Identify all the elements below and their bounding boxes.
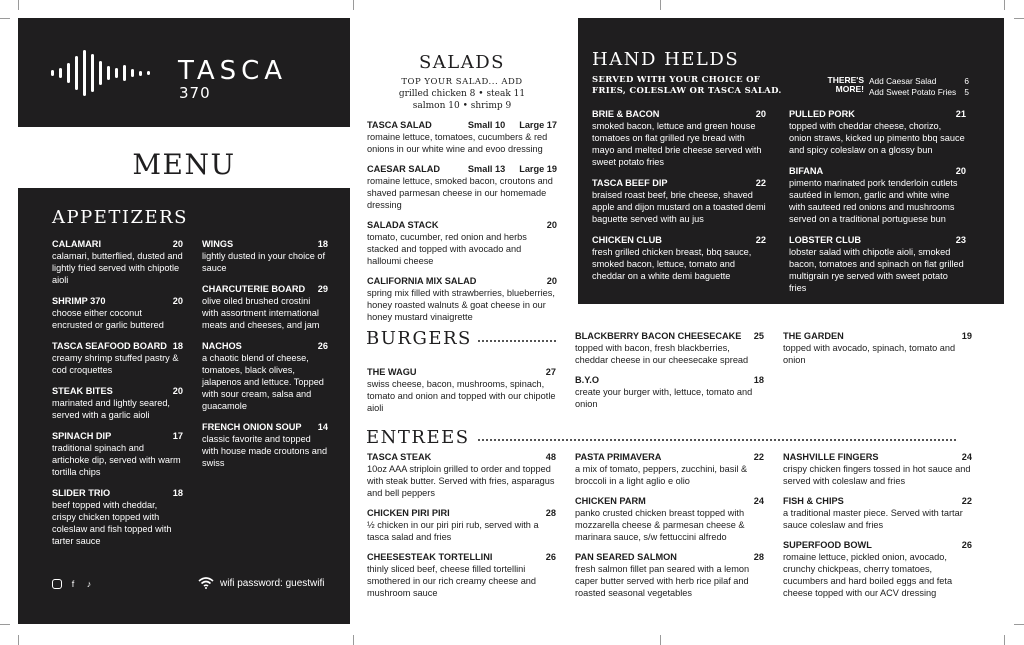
menu-item (52, 430, 183, 478)
item-name: SUPERFOOD BOWL (783, 540, 872, 550)
menu-item (202, 421, 328, 469)
menu-item (789, 108, 966, 156)
soundwave-logo-icon (51, 50, 161, 96)
burger-item (783, 330, 972, 366)
menu-item (575, 330, 764, 366)
item-description: ½ chicken in our piri piri rub, served with a tasca salad and fries (367, 520, 539, 542)
more-addons (869, 76, 969, 98)
item-description: thinly sliced beef, cheese filled tortellini smothered in our rich creamy cheese and mushroom sauce (367, 564, 537, 598)
item-name: TASCA SEAFOOD BOARD (52, 341, 167, 351)
item-price: 22 (753, 452, 764, 462)
item-price: 20 (546, 220, 557, 230)
crop-mark (18, 0, 19, 10)
item-name: TASCA SALAD (367, 120, 432, 130)
salads-list (367, 119, 557, 331)
menu-item (575, 451, 764, 487)
item-price: 28 (753, 552, 764, 562)
item-description: calamari, butterflied, dusted and lightly fried served with chipotle aioli (52, 251, 183, 285)
entrees-heading: ENTREES (366, 427, 470, 448)
item-price: 26 (961, 540, 972, 550)
item-price: 20 (172, 239, 183, 249)
item-price: 17 (172, 431, 183, 441)
item-price: 26 (317, 341, 328, 351)
menu-item (592, 234, 766, 282)
item-price: 22 (961, 496, 972, 506)
item-price: 20 (172, 296, 183, 306)
item-description: olive oiled brushed crostini with assortment international meats and cheeses, and jam (202, 296, 320, 330)
salad-addons-title: TOP YOUR SALAD... ADD (401, 77, 523, 87)
menu-item (202, 283, 328, 331)
item-description: romaine lettuce, smoked bacon, croutons and shaved parmesan cheese in our homemade dressing (367, 176, 553, 210)
item-name: BIFANA (789, 166, 824, 176)
item-description: choose either coconut encrusted or garlic buttered (52, 308, 164, 330)
item-description: tomato, cucumber, red onion and herbs stacked and topped with avocado and halloumi cheese (367, 232, 527, 266)
item-price-small: Small 10 (467, 120, 506, 130)
more-label: THERE'S MORE! (827, 75, 864, 94)
item-price: 20 (546, 276, 557, 286)
item-name: STEAK BITES (52, 386, 113, 396)
tiktok-icon[interactable]: ♪ (86, 579, 92, 589)
item-name: FRENCH ONION SOUP (202, 422, 302, 432)
salads-heading: SALADS (418, 52, 506, 73)
item-description: a mix of tomato, peppers, zucchini, basil & broccoli in a light aglio e olio (575, 464, 748, 486)
menu-item (52, 487, 183, 547)
brand-name: TASCA (178, 56, 288, 86)
menu-item (52, 340, 183, 376)
crop-mark (0, 624, 10, 625)
appetizers-panel (18, 188, 350, 624)
menu-item (575, 495, 764, 543)
menu-item (52, 385, 183, 421)
addon-price: 5 (964, 87, 969, 97)
crop-mark (18, 635, 19, 645)
item-price-large: Large 19 (519, 164, 557, 174)
item-price: 20 (955, 166, 966, 176)
crop-mark (1004, 0, 1005, 10)
item-description: traditional spinach and artichoke dip, served with warm tortilla chips (52, 443, 181, 477)
crop-mark (1004, 635, 1005, 645)
item-name: THE WAGU (367, 367, 417, 377)
item-description: beef topped with cheddar, crispy chicken topped with coleslaw and fish topped with tarter sauce (52, 500, 172, 546)
burger-item (367, 366, 556, 414)
item-description: fresh salmon fillet pan seared with a lemon caper butter served with herb rice pilaf and roasted seasonal vegetables (575, 564, 750, 598)
menu-item (592, 177, 766, 225)
menu-item (367, 551, 556, 599)
entrees-column-2 (575, 451, 764, 607)
item-description: creamy shrimp stuffed pastry & cod croquettes (52, 353, 179, 375)
menu-item (575, 551, 764, 599)
menu-item (367, 451, 556, 499)
addon-label: Add Caesar Salad (869, 76, 937, 86)
item-description: smoked bacon, lettuce and green house tomatoes on flat grilled rye bread with mayo and melted brie cheese served with sweet potato fries (592, 121, 762, 167)
social-links (52, 579, 94, 589)
addon-label: Add Sweet Potato Fries (869, 87, 957, 97)
salad-addons-line: grilled chicken 8 • steak 11 (398, 89, 526, 99)
item-price: 20 (172, 386, 183, 396)
item-name: CALIFORNIA MIX SALAD (367, 276, 477, 286)
item-description: lobster salad with chipotle aioli, smoked bacon, tomatoes and spinach on flat grilled multigrain rye served with sweet potato fries (789, 247, 964, 293)
item-price: 21 (955, 109, 966, 119)
handhelds-column-2 (789, 108, 966, 303)
item-price: 29 (317, 284, 328, 294)
item-name: WINGS (202, 239, 234, 249)
item-description: marinated and lightly seared, served with a garlic aioli (52, 398, 170, 420)
item-price: 28 (545, 508, 556, 518)
handhelds-column-1 (592, 108, 766, 291)
item-name: PASTA PRIMAVERA (575, 452, 662, 462)
handhelds-heading: HAND HELDS (592, 49, 740, 70)
item-name: CHICKEN PIRI PIRI (367, 508, 450, 518)
item-name: THE GARDEN (783, 331, 844, 341)
menu-item (789, 165, 966, 225)
burger-item (575, 330, 764, 418)
item-description: topped with bacon, fresh blackberries, cheddar cheese in our cheesecake spread (575, 343, 749, 365)
item-description: topped with avocado, spinach, tomato and onion (783, 343, 956, 365)
item-name: CHEESESTEAK TORTELLINI (367, 552, 493, 562)
item-price: 18 (317, 239, 328, 249)
addon-price: 6 (964, 76, 969, 86)
salad-addons-line: salmon 10 • shrimp 9 (412, 101, 512, 111)
item-description: a chaotic blend of cheese, tomatoes, black olives, jalapenos and lettuce. Topped with sour cream, salsa and guacamole (202, 353, 324, 411)
item-description: topped with cheddar cheese, chorizo, onion straws, kicked up pimento bbq sauce and spicy coleslaw on a glossy bun (789, 121, 965, 155)
item-name: CALAMARI (52, 239, 101, 249)
appetizers-heading: APPETIZERS (52, 207, 189, 228)
wifi-info (198, 577, 324, 589)
item-price: 18 (753, 375, 764, 385)
item-price: 19 (961, 331, 972, 341)
crop-mark (1014, 624, 1024, 625)
menu-item (789, 234, 966, 294)
item-description: swiss cheese, bacon, mushrooms, spinach, tomato and onion and topped with our chipotle aioli (367, 379, 556, 413)
fold-mark (353, 635, 354, 645)
facebook-icon[interactable]: f (71, 579, 75, 589)
item-name: LOBSTER CLUB (789, 235, 861, 245)
menu-item (202, 238, 328, 274)
item-description: crispy chicken fingers tossed in hot sauce and served with coleslaw and fries (783, 464, 971, 486)
item-description: pimento marinated pork tenderloin cutlets sautéed in lemon, garlic and white wine with sauteed red onions and mushrooms served on a traditional portuguese bun (789, 178, 958, 224)
menu-item (52, 238, 183, 286)
item-price: 25 (753, 331, 764, 341)
fold-mark (353, 0, 354, 10)
wifi-password: wifi password: guestwifi (220, 577, 325, 589)
menu-item (367, 219, 557, 267)
handhelds-note: SERVED WITH YOUR CHOICE OF FRIES, COLESLAW OR TASCA SALAD. (592, 75, 782, 96)
item-name: BLACKBERRY BACON CHEESECAKE (575, 331, 742, 341)
item-name: SALADA STACK (367, 220, 439, 230)
item-name: CHICKEN PARM (575, 496, 646, 506)
item-name: CAESAR SALAD (367, 164, 440, 174)
item-name: PAN SEARED SALMON (575, 552, 677, 562)
item-description: romaine lettuce, pickled onion, avocado, crunchy chickpeas, cherry tomatoes, cucumbers and hard boiled eggs and feta cheese topped with our ACV dressing (783, 552, 953, 598)
wifi-icon (198, 577, 214, 589)
menu-item (52, 295, 183, 331)
menu-item (783, 539, 972, 599)
menu-item (783, 495, 972, 531)
item-price-large: Large 17 (519, 120, 557, 130)
item-description: fresh grilled chicken breast, bbq sauce, smoked bacon, lettuce, tomato and cheddar on a white demi baguette (592, 247, 752, 281)
brand-number: 370 (179, 84, 211, 102)
salad-addons (366, 76, 558, 112)
item-name: CHARCUTERIE BOARD (202, 284, 306, 294)
fold-mark (660, 635, 661, 645)
item-name: TASCA STEAK (367, 452, 432, 462)
item-name: TASCA BEEF DIP (592, 178, 668, 188)
item-name: SPINACH DIP (52, 431, 112, 441)
item-price: 27 (545, 367, 556, 377)
item-description: 10oz AAA striploin grilled to order and topped with steak butter. Served with fries, asparagus and bell peppers (367, 464, 555, 498)
item-price: 26 (545, 552, 556, 562)
item-name: B.Y.O (575, 375, 599, 385)
item-price: 22 (755, 235, 766, 245)
item-price: 20 (755, 109, 766, 119)
section-dots (478, 439, 956, 441)
item-name: NACHOS (202, 341, 242, 351)
item-name: NASHVILLE FINGERS (783, 452, 879, 462)
section-dots (478, 340, 556, 342)
logo-panel (18, 18, 350, 127)
item-name: CHICKEN CLUB (592, 235, 662, 245)
item-description: spring mix filled with strawberries, blueberries, honey roasted walnuts & goat cheese in our honey mustard vinaigrette (367, 288, 555, 322)
item-price: 22 (755, 178, 766, 188)
item-description: lightly dusted in your choice of sauce (202, 251, 326, 273)
item-description: romaine lettuce, tomatoes, cucumbers & red onions in our white wine and evoo dressing (367, 132, 548, 154)
menu-item (592, 108, 766, 168)
instagram-icon[interactable] (52, 579, 62, 589)
item-price: 23 (955, 235, 966, 245)
item-price: 18 (172, 488, 183, 498)
menu-item (202, 340, 328, 412)
item-name: SHRIMP 370 (52, 296, 106, 306)
item-name: BRIE & BACON (592, 109, 660, 119)
appetizers-column-1 (52, 238, 183, 555)
menu-item (367, 119, 557, 155)
entrees-column-3 (783, 451, 972, 607)
menu-title: MENU (132, 148, 236, 181)
burgers-heading: BURGERS (366, 328, 472, 349)
handhelds-panel (578, 18, 1004, 304)
crop-mark (1014, 18, 1024, 19)
menu-item (367, 275, 557, 323)
item-price-small: Small 13 (467, 164, 506, 174)
fold-mark (660, 0, 661, 10)
item-description: create your burger with, lettuce, tomato and onion (575, 387, 753, 409)
menu-item (367, 507, 556, 543)
entrees-column-1 (367, 451, 556, 607)
item-description: classic favorite and topped with house made croutons and swiss (202, 434, 328, 468)
item-price: 24 (961, 452, 972, 462)
item-description: braised roast beef, brie cheese, shaved apple and dijon mustard on a toasted demi baguette served with au jus (592, 190, 766, 224)
item-name: SLIDER TRIO (52, 488, 111, 498)
item-name: PULLED PORK (789, 109, 855, 119)
menu-item (367, 163, 557, 211)
appetizers-column-2 (202, 238, 328, 477)
crop-mark (0, 18, 10, 19)
item-price: 18 (172, 341, 183, 351)
item-price: 14 (317, 422, 328, 432)
item-name: FISH & CHIPS (783, 496, 844, 506)
item-price: 24 (753, 496, 764, 506)
item-price: 48 (545, 452, 556, 462)
item-description: a traditional master piece. Served with tartar sauce coleslaw and fries (783, 508, 963, 530)
item-description: panko crusted chicken breast topped with mozzarella cheese & parmesan cheese & marinara sauce, s/w fettuccini alfredo (575, 508, 745, 542)
menu-item (783, 451, 972, 487)
menu-item (575, 374, 764, 410)
